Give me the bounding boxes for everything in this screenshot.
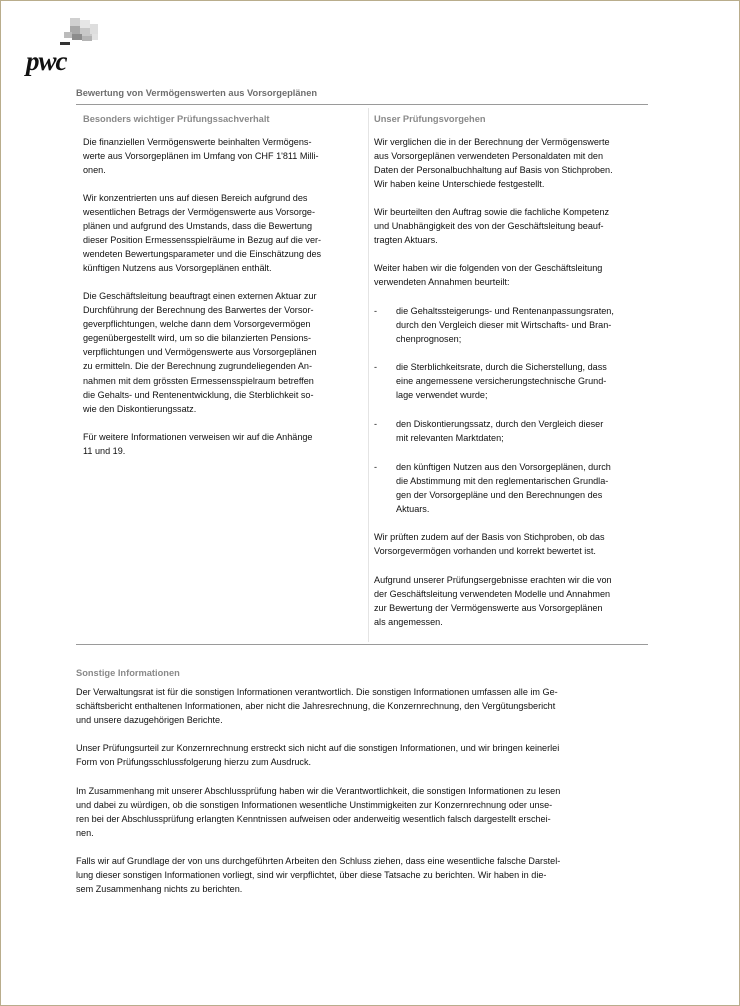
bullet-marker: - xyxy=(374,362,378,372)
bullet-item: die Sterblichkeitsrate, durch die Sicherstellung, dass eine angemessene versicherungstechnische Grund- lage verwendet wurde; xyxy=(396,362,607,401)
column-divider xyxy=(368,108,369,642)
other-info-paragraph: Im Zusammenhang mit unserer Abschlussprüfung haben wir die Verantwortlichkeit, die sonstigen Informationen zu lesen und dabei zu würdigen, ob die sonstigen Informationen wesentliche Unstimmigkeiten zur Konzernrechnung oder unse- ren bei der Abschlussprüfung erlangten Kenntnissen aufweisen oder anderweitig wesentlich falsch dargestellt erschei- nen. xyxy=(76,786,561,839)
other-info-paragraph: Unser Prüfungsurteil zur Konzernrechnung erstreckt sich nicht auf die sonstigen Informationen, und wir bringen keinerlei Form von Prüfungsschlussfolgerung hierzu zum Ausdruck. xyxy=(76,743,560,768)
left-paragraph: Die finanziellen Vermögenswerte beinhalten Vermögens- werte aus Vorsorgeplänen im Umfang von CHF 1'811 Milli- onen. xyxy=(83,137,319,176)
bullet-marker: - xyxy=(374,462,378,472)
left-paragraph: Für weitere Informationen verweisen wir auf die Anhänge 11 und 19. xyxy=(83,432,313,457)
section-title: Bewertung von Vermögenswerten aus Vorsorgeplänen xyxy=(76,88,318,98)
bullet-item: den künftigen Nutzen aus den Vorsorgeplänen, durch die Abstimmung mit den reglementarischen Grundla- gen der Vorsorgepläne und den Berechnungen des Aktuars. xyxy=(396,462,611,515)
right-column-heading: Unser Prüfungsvorgehen xyxy=(374,114,486,124)
pwc-logo xyxy=(26,18,106,76)
right-paragraph: Wir prüften zudem auf der Basis von Stichproben, ob das Vorsorgevermögen vorhanden und korrekt bewertet ist. xyxy=(374,532,605,557)
other-info-paragraph: Der Verwaltungsrat ist für die sonstigen Informationen verantwortlich. Die sonstigen Informationen umfassen alle im Ge- schäftsbericht enthaltenen Informationen, aber nicht die Jahresrechnung, die Konzernrechnung, den Vergütungsbericht und unsere dazugehörigen Berichte. xyxy=(76,687,558,726)
section-bottom-rule xyxy=(76,644,648,645)
other-info-paragraph: Falls wir auf Grundlage der von uns durchgeführten Arbeiten den Schluss ziehen, dass eine wesentliche falsche Darstel- lung dieser sonstigen Informationen vorliegt, sind wir verpflichtet, über diese Tatsache zu berichten. Wir haben in die- sem Zusammenhang nichts zu berichten. xyxy=(76,856,561,895)
right-paragraph: Wir beurteilten den Auftrag sowie die fachliche Kompetenz und Unabhängigkeit des von der Geschäftsleitung beauf- tragten Aktuars. xyxy=(374,207,610,246)
left-column-heading: Besonders wichtiger Prüfungssachverhalt xyxy=(83,114,270,124)
right-paragraph: Wir verglichen die in der Berechnung der Vermögenswerte aus Vorsorgeplänen verwendeten Personaldaten mit den Daten der Personalbuchhaltung auf Basis von Stichproben. Wir haben keine Unterschiede festgestellt. xyxy=(374,137,613,190)
other-info-heading: Sonstige Informationen xyxy=(76,668,180,678)
left-paragraph: Die Geschäftsleitung beauftragt einen externen Aktuar zur Durchführung der Berechnung des Barwertes der Vorsor- geverpflichtungen, welche dann dem Vorsorgevermögen gegenübergestellt wird, um so die bilanzierten Pensions- verpflichtungen und Vermögenswerte aus Vorsorgeplänen zu ermitteln. Die der Berechnung zugrundeliegenden An- nahmen mit dem grössten Ermessensspielraum betreffen die Gehalts- und Rentenentwicklung, die Sterblichkeit so- wie den Diskontierungssatz. xyxy=(83,291,317,414)
logo-wordmark: pwc xyxy=(26,46,67,76)
bullet-item: den Diskontierungssatz, durch den Vergleich dieser mit relevanten Marktdaten; xyxy=(396,419,604,444)
bullet-marker: - xyxy=(374,306,378,316)
right-paragraph: Weiter haben wir die folgenden von der Geschäftsleitung verwendeten Annahmen beurteilt: xyxy=(374,263,603,288)
bullet-marker: - xyxy=(374,419,378,429)
bullet-item: die Gehaltssteigerungs- und Rentenanpassungsraten, durch den Vergleich dieser mit Wirtschafts- und Bran- chenprognosen; xyxy=(396,306,614,345)
right-paragraph: Aufgrund unserer Prüfungsergebnisse erachten wir die von der Geschäftsleitung verwendeten Modelle und Annahmen zur Bewertung der Vermögenswerte aus Vorsorgeplänen als angemessen. xyxy=(374,575,612,628)
section-top-rule xyxy=(76,104,648,105)
left-paragraph: Wir konzentrierten uns auf diesen Bereich aufgrund des wesentlichen Betrags der Vermögenswerte aus Vorsorge- plänen und aufgrund des Umstands, dass die Bewertung dieser Position Ermessensspielräume in Bezug auf die ver- wendeten Bewertungsparameter und die Einschätzung des künftigen Nutzens aus Vorsorgeplänen enthält. xyxy=(83,193,322,274)
